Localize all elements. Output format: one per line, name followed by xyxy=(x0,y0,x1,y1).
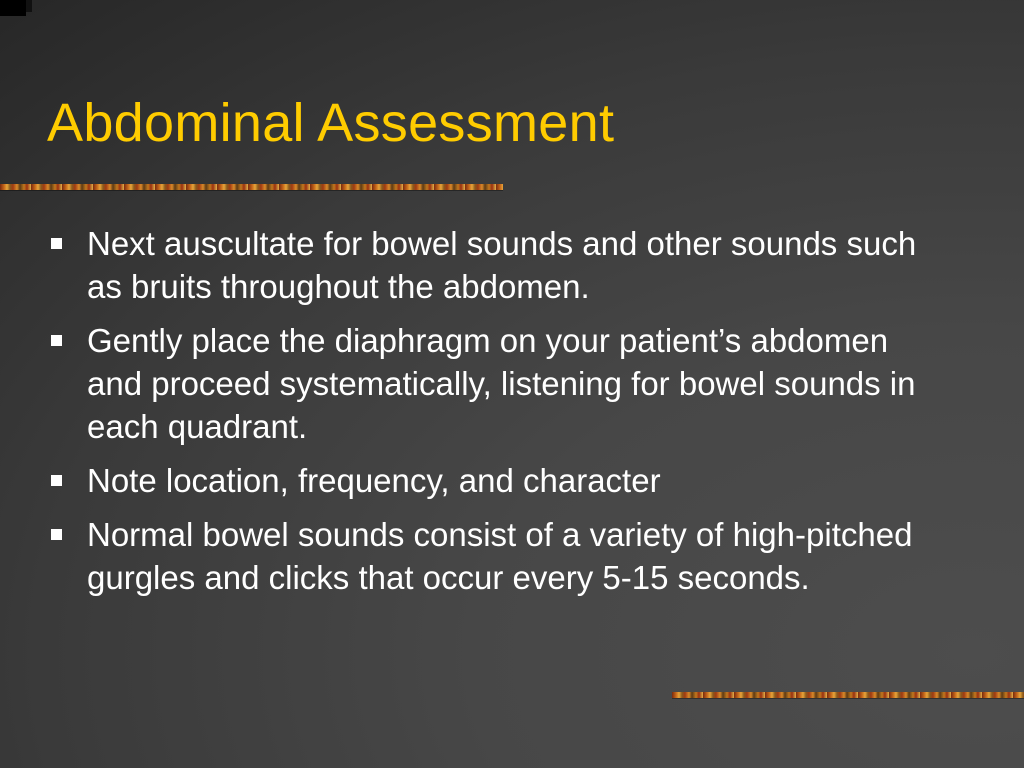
bullet-text: Next auscultate for bowel sounds and other sounds such as bruits throughout the abdomen. xyxy=(87,225,917,305)
square-bullet-icon xyxy=(51,475,62,486)
bullet-item xyxy=(48,319,948,448)
bullet-text: Normal bowel sounds consist of a variety of high-pitched gurgles and clicks that occur every 5-15 seconds. xyxy=(87,516,913,596)
square-bullet-icon xyxy=(51,335,62,346)
footer-decoration xyxy=(672,692,1024,698)
bullet-item xyxy=(48,513,948,599)
slide-title: Abdominal Assessment xyxy=(47,93,615,153)
bullet-list xyxy=(48,222,948,610)
bullet-text: Gently place the diaphragm on your patient’s abdomen and proceed systematically, listening for bowel sounds in each quadrant. xyxy=(87,322,916,445)
bullet-item xyxy=(48,459,948,502)
square-bullet-icon xyxy=(51,238,62,249)
title-underline-decoration xyxy=(0,184,503,190)
square-bullet-icon xyxy=(51,529,62,540)
corner-mark xyxy=(0,0,26,16)
bullet-item xyxy=(48,222,948,308)
bullet-text: Note location, frequency, and character xyxy=(87,462,661,499)
